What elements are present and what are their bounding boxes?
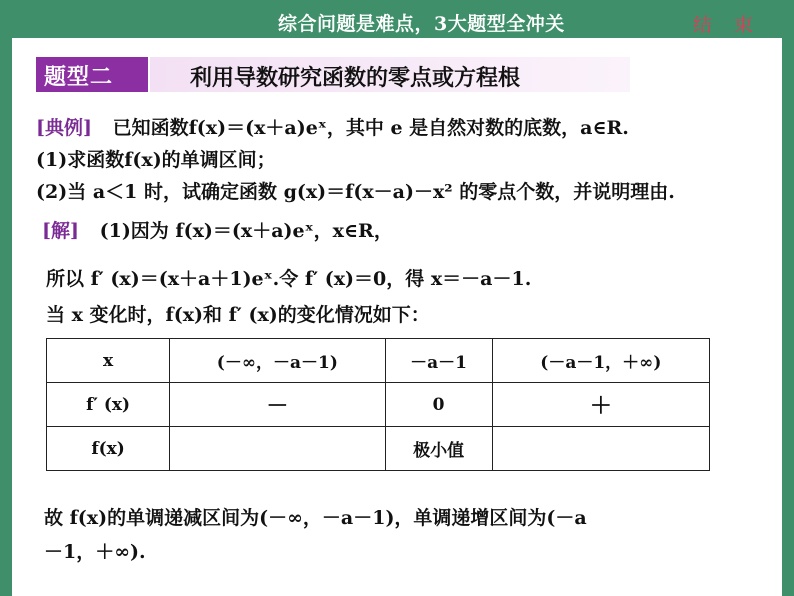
table-row bbox=[47, 339, 710, 383]
variation-table bbox=[46, 338, 710, 471]
section-heading: 利用导数研究函数的零点或方程根 bbox=[190, 65, 521, 91]
table-cell: －a－1 bbox=[385, 339, 492, 383]
table-cell: 0 bbox=[385, 383, 492, 427]
table-cell: f(x) bbox=[47, 427, 170, 471]
section-tag-label: 题型二 bbox=[44, 64, 114, 90]
solution-text-1: (1)因为 f(x)＝(x＋a)eˣ，x∈R， bbox=[99, 220, 393, 242]
end-button[interactable]: 结 束 bbox=[693, 14, 762, 36]
conclusion-line-2: －1，＋∞). bbox=[44, 541, 146, 563]
table-cell bbox=[170, 427, 385, 471]
table-cell bbox=[492, 427, 709, 471]
solution-line-1 bbox=[42, 216, 393, 243]
problem-line-1 bbox=[36, 113, 629, 140]
problem-line-2: (1)求函数f(x)的单调区间； bbox=[36, 149, 276, 171]
problem-tag: [典例] bbox=[36, 117, 92, 139]
table-cell: (－∞，－a－1) bbox=[170, 339, 385, 383]
problem-text-1: 已知函数f(x)＝(x＋a)eˣ，其中 e 是自然对数的底数，a∈R. bbox=[112, 117, 629, 139]
table-row bbox=[47, 427, 710, 471]
table-row bbox=[47, 383, 710, 427]
table-cell: x bbox=[47, 339, 170, 383]
solution-tag: [解] bbox=[42, 220, 79, 242]
header-title: 综合问题是难点，3大题型全冲关 bbox=[278, 13, 565, 35]
table-cell: 极小值 bbox=[385, 427, 492, 471]
table-cell: (－a－1，＋∞) bbox=[492, 339, 709, 383]
solution-line-3: 当 x 变化时，f(x)和 f′ (x)的变化情况如下： bbox=[46, 304, 430, 326]
table-cell: ＋ bbox=[492, 383, 709, 427]
solution-line-2: 所以 f′ (x)＝(x＋a＋1)eˣ.令 f′ (x)＝0，得 x＝－a－1. bbox=[46, 268, 532, 290]
conclusion-line-1: 故 f(x)的单调递减区间为(－∞，－a－1)，单调递增区间为(－a bbox=[44, 507, 587, 529]
problem-line-3: (2)当 a＜1 时，试确定函数 g(x)＝f(x－a)－x² 的零点个数，并说明理由. bbox=[36, 181, 675, 203]
top-bar bbox=[0, 0, 794, 38]
table-cell: － bbox=[170, 383, 385, 427]
section-banner bbox=[150, 57, 630, 92]
section-tag bbox=[36, 57, 148, 92]
table-cell: f′ (x) bbox=[47, 383, 170, 427]
